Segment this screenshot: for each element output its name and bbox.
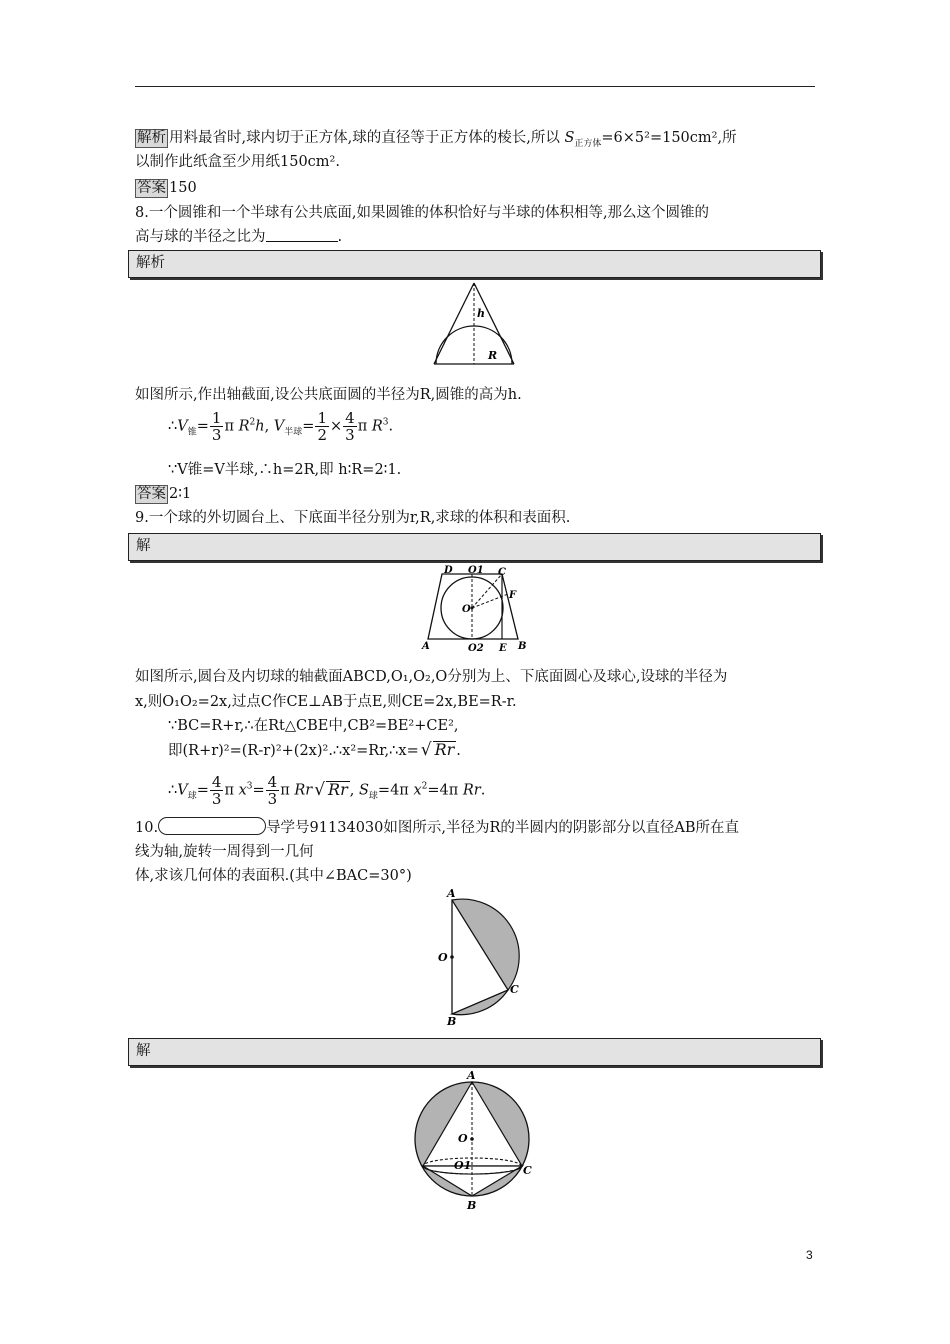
guide-badge bbox=[158, 817, 266, 835]
q9-solution-bar: 解 bbox=[128, 533, 821, 561]
semicircle-figure bbox=[432, 886, 532, 1028]
svg-text:C: C bbox=[498, 567, 506, 578]
q7-answer: 答案 150 bbox=[137, 180, 197, 196]
q9-solution-line4: 即(R+r)²=(R-r)²+(2x)².∴x²=Rr,∴x= √ Rr . bbox=[168, 740, 461, 760]
svg-text:C: C bbox=[523, 1164, 532, 1177]
answer-blank bbox=[266, 227, 338, 242]
q8-solution-bar: 解析 bbox=[128, 250, 821, 278]
svg-text:B: B bbox=[447, 1015, 457, 1028]
label-h: h bbox=[477, 307, 485, 320]
svg-text:O: O bbox=[438, 951, 448, 964]
q10-stem-line2: 线为轴,旋转一周得到一几何 bbox=[135, 844, 314, 860]
svg-text:C: C bbox=[510, 983, 519, 996]
frustum-sphere-figure bbox=[420, 562, 532, 654]
svg-text:A: A bbox=[447, 887, 456, 900]
q10-stem-line3: 体,求该几何体的表面积.(其中∠BAC=30°) bbox=[135, 868, 412, 884]
cone-hemisphere-figure bbox=[428, 280, 520, 368]
svg-text:E: E bbox=[499, 643, 507, 654]
svg-text:A: A bbox=[467, 1069, 476, 1082]
svg-text:A: A bbox=[422, 641, 430, 652]
svg-text:O: O bbox=[458, 1132, 468, 1145]
page-number: 3 bbox=[806, 1248, 813, 1262]
rotation-solid-figure bbox=[412, 1068, 542, 1212]
svg-text:O: O bbox=[462, 604, 471, 615]
q7-solution-line2: 以制作此纸盒至少用纸150cm². bbox=[135, 154, 340, 170]
q8-solution-line3: ∵V锥=V半球,∴h=2R,即 h∶R=2∶1. bbox=[168, 462, 402, 478]
q9-solution-line3: ∵BC=R+r,∴在Rt△CBE中,CB²=BE²+CE², bbox=[168, 718, 459, 734]
q8-volume-formulas: $\therefore V_锥=$ $\frac{1}{3}$ π $R^2h$, $V_{半球}=$ $\frac{1}{2}$ × $\frac{4}{3}$ π $R^3$. bbox=[168, 409, 394, 444]
q9-solution-line1: 如图所示,圆台及内切球的轴截面ABCD,O₁,O₂,O分别为上、下底面圆心及球心,设球的半径为 bbox=[135, 669, 728, 685]
label-R: R bbox=[488, 349, 498, 362]
q8-stem-line2: 高与球的半径之比为 . bbox=[135, 229, 343, 245]
q8-stem-line1: 8.一个圆锥和一个半球有公共底面,如果圆锥的体积恰好与半球的体积相等,那么这个圆锥的 bbox=[135, 205, 710, 221]
svg-text:B: B bbox=[518, 641, 527, 652]
q10-stem-line1: 10. 导学号91134030如图所示,半径为R的半圆内的阴影部分以直径AB所在直 bbox=[135, 817, 739, 838]
q9-results: $\therefore V_球=$ $\frac{4}{3}$ π $x^3=$ $\frac{4}{3}$ π Rr √ Rr , $S_球=4\pi$ $x^2=4\pi$ Rr. bbox=[168, 773, 486, 808]
svg-text:O1: O1 bbox=[468, 565, 484, 576]
q9-stem: 9.一个球的外切圆台上、下底面半径分别为r,R,求球的体积和表面积. bbox=[135, 510, 571, 526]
q7-solution-line1: 解析 用料最省时,球内切于正方体,球的直径等于正方体的棱长,所以 $S_{正方体}=6\times 5^2=150cm^2$,所 bbox=[137, 130, 737, 149]
jiexi-tag: 解析 bbox=[137, 130, 166, 146]
header-rule bbox=[135, 86, 815, 87]
q8-answer: 答案 2∶1 bbox=[137, 486, 192, 502]
svg-text:D: D bbox=[444, 565, 453, 576]
svg-text:B: B bbox=[467, 1199, 477, 1212]
svg-text:O2: O2 bbox=[468, 643, 484, 654]
svg-text:F: F bbox=[509, 590, 517, 601]
q9-solution-line2: x,则O₁O₂=2x,过点C作CE⊥AB于点E,则CE=2x,BE=R-r. bbox=[135, 694, 517, 710]
q8-solution-line1: 如图所示,作出轴截面,设公共底面圆的半径为R,圆锥的高为h. bbox=[135, 387, 522, 403]
svg-text:O1: O1 bbox=[454, 1159, 472, 1172]
q10-solution-bar: 解 bbox=[128, 1038, 821, 1066]
